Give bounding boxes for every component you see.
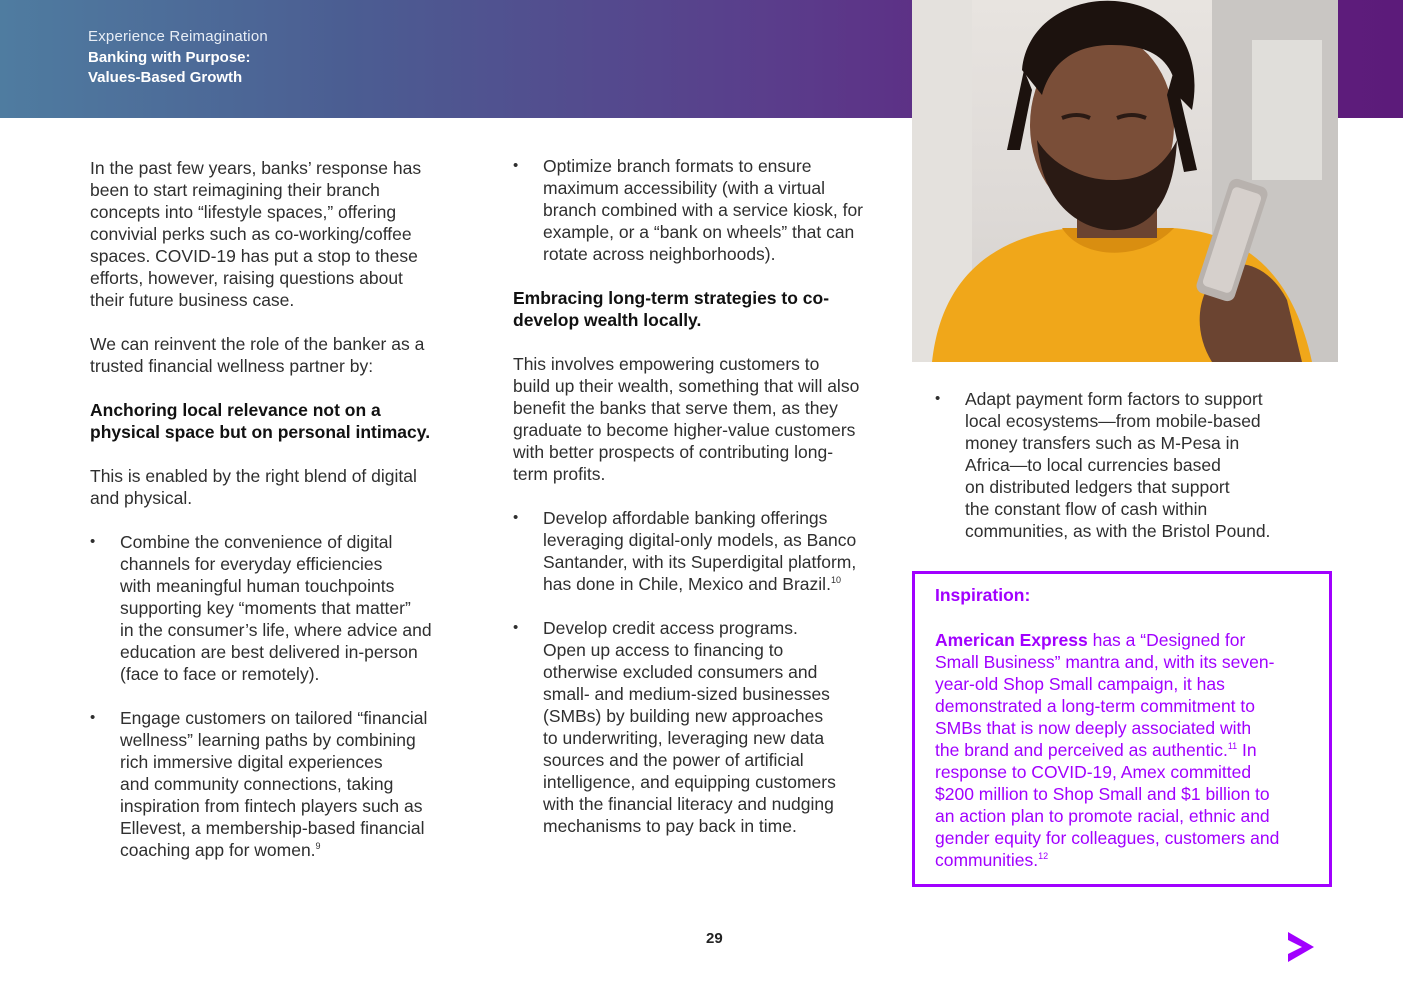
column-2: [513, 155, 898, 837]
bullet-item: • Combine the convenience of digital channels for everyday efficiencies with meaningful human touchpoints supporting key “moments that matter” in the consumer’s life, where advice and education are best delivered in-person (face to face or remotely).: [90, 531, 470, 685]
paragraph: In the past few years, banks’ response has been to start reimagining their branch concepts into “lifestyle spaces,” offering convivial perks such as co-working/coffee spaces. COVID-19 has put a stop to these efforts, however, raising questions about their future business case.: [90, 158, 422, 310]
section-kicker: Experience Reimagination: [88, 28, 268, 45]
inspiration-text: In response to COVID-19, Amex committed $200 million to Shop Small and $1 billion to an action plan to promote racial, ethnic and gender equity for colleagues, customers and communities.: [935, 740, 1280, 870]
footnote-ref: 11: [1227, 741, 1238, 752]
inspiration-title: Inspiration:: [935, 585, 1031, 605]
inspiration-body: [935, 629, 1320, 871]
footnote-ref: 10: [830, 575, 841, 586]
paragraph: We can reinvent the role of the banker as a trusted financial wellness partner by:: [90, 334, 425, 376]
column-1: [90, 157, 470, 861]
bullet-text: Engage customers on tailored “financial wellness” learning paths by combining rich immersive digital experiences and community connections, taking inspiration from fintech players such as Ellevest, a membership-based financial coaching app for women.: [120, 708, 428, 860]
paragraph: This involves empowering customers to build up their wealth, something that will also benefit the banks that serve them, as they graduate to become higher-value customers with better prospects of contributing long- term profits.: [513, 354, 860, 484]
subheading: Anchoring local relevance not on a physical space but on personal intimacy.: [90, 400, 431, 442]
subheading: Embracing long-term strategies to co- develop wealth locally.: [513, 288, 830, 330]
bullet-item: [513, 507, 898, 595]
inspiration-text: has a “Designed for Small Business” mantra and, with its seven- year-old Shop Small campaign, it has demonstrated a long-term commitment to SMBs that is now deeply associated with the brand and perceived as authentic.: [935, 630, 1275, 760]
footnote-ref: 9: [315, 841, 321, 852]
accenture-chevron-icon: [1286, 930, 1316, 964]
page-title-line-1: Banking with Purpose:: [88, 49, 251, 66]
bullet-item: [90, 707, 470, 861]
page-title-line-2: Values-Based Growth: [88, 69, 243, 86]
bullet-item: • Develop credit access programs. Open up access to financing to otherwise excluded consumers and small- and medium-sized businesses (SMBs) by building new approaches to underwriting, leveraging new data sources and the power of artificial intelligence, and equipping customers with the financial literacy and nudging mechanisms to pay back in time.: [513, 617, 898, 837]
paragraph: This is enabled by the right blend of digital and physical.: [90, 466, 417, 508]
bullet-item: • Optimize branch formats to ensure maximum accessibility (with a virtual branch combined with a service kiosk, for example, or a “bank on wheels” that can rotate across neighborhoods).: [513, 155, 898, 265]
hero-photo: [912, 0, 1338, 362]
company-name: American Express: [935, 630, 1088, 650]
bullet-text: Develop affordable banking offerings leveraging digital-only models, as Banco Santander, with its Superdigital platform, has done in Chile, Mexico and Brazil.: [543, 508, 857, 594]
page-number: 29: [706, 930, 723, 947]
footnote-ref: 12: [1038, 851, 1049, 862]
column-3: [935, 388, 1335, 542]
bullet-item: • Adapt payment form factors to support local ecosystems—from mobile-based money transfers such as M-Pesa in Africa—to local currencies based on distributed ledgers that support the constant flow of cash within communities, as with the Bristol Pound.: [935, 388, 1335, 542]
